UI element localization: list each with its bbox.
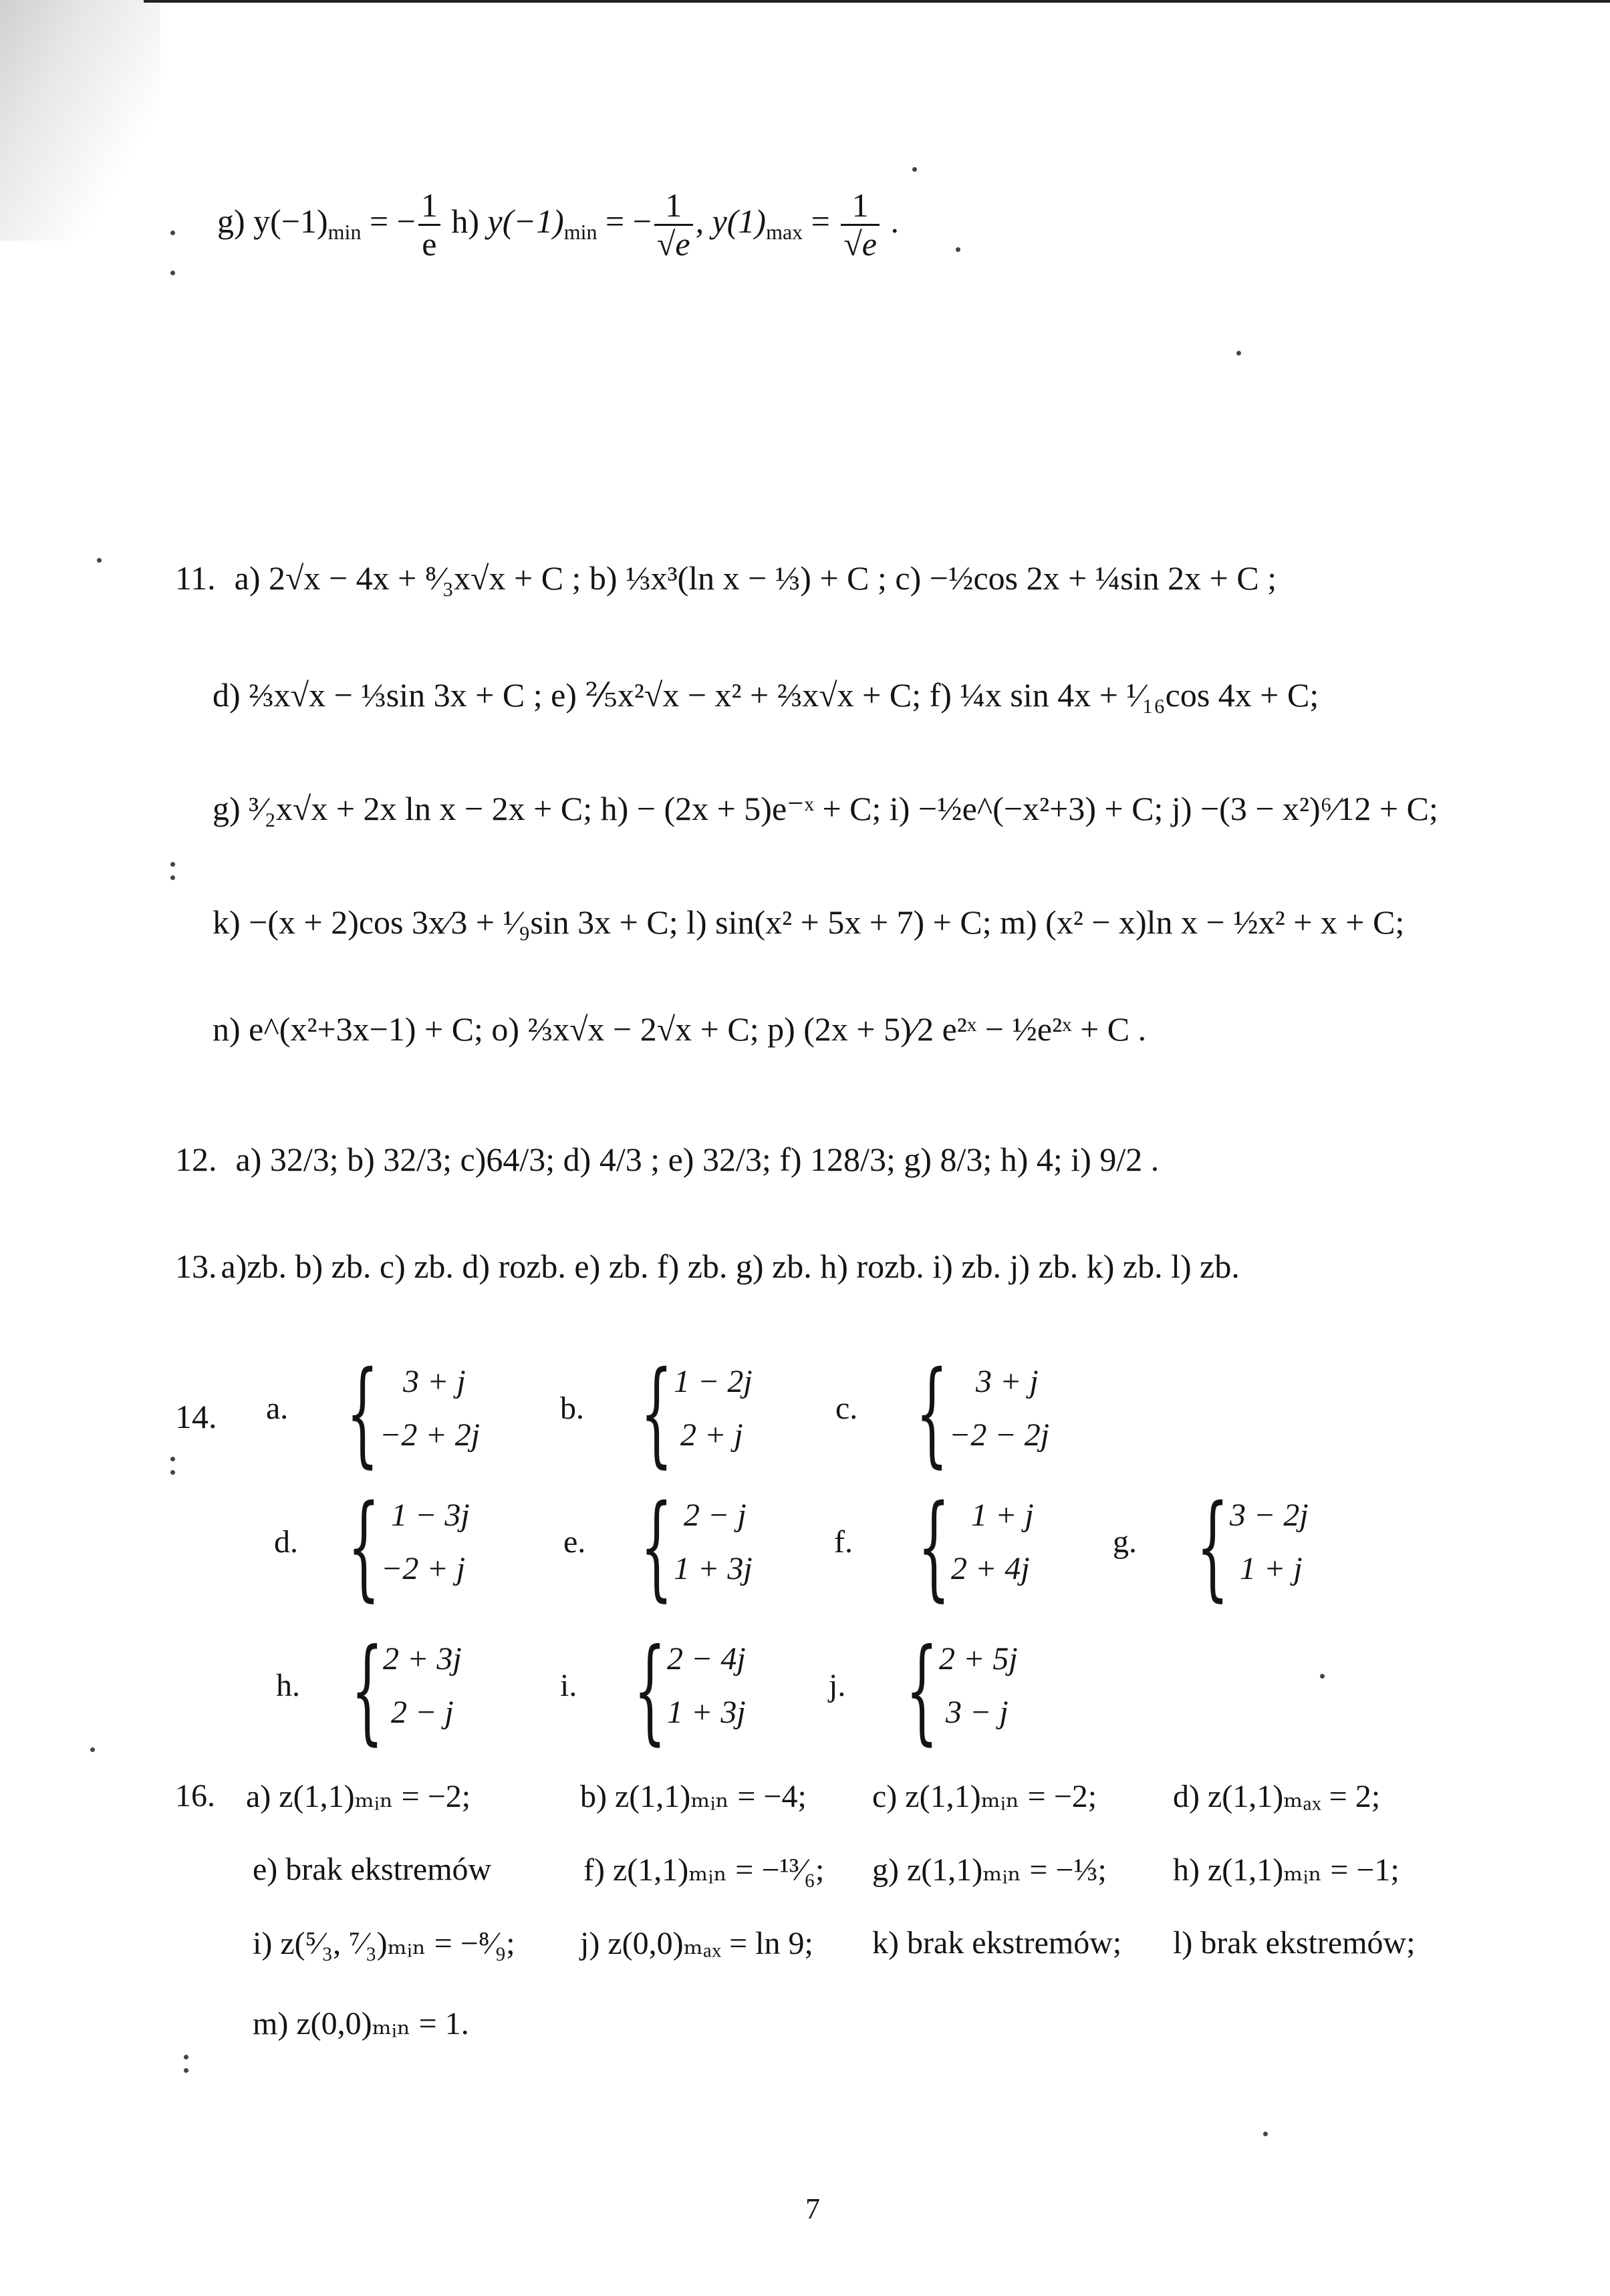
- g-num: 1: [418, 187, 440, 226]
- brace: {: [348, 1481, 380, 1613]
- system-c-row-2: −2 − 2j: [949, 1417, 1050, 1453]
- system-f-row-1: 1 + j: [971, 1497, 1034, 1533]
- problem-12-number: 12.: [175, 1141, 217, 1178]
- scan-speck: [170, 1457, 175, 1461]
- scan-speck: [912, 167, 917, 172]
- g-eq: = −: [361, 202, 416, 240]
- problem-16-b: b) z(1,1)ₘᵢₙ = −4;: [580, 1779, 807, 1814]
- system-e-row-1: 2 − j: [684, 1497, 747, 1533]
- system-g-row-2: 1 + j: [1240, 1551, 1303, 1586]
- scan-speck: [170, 271, 175, 275]
- scan-speck: [170, 231, 175, 235]
- g-expr: y(−1): [253, 202, 328, 240]
- problem-16-m: m) z(0,0)ₘᵢₙ = 1.: [253, 2006, 469, 2041]
- problem-16-f: f) z(1,1)ₘᵢₙ = −¹³⁄₆;: [583, 1852, 825, 1888]
- system-d-row-1: 1 − 3j: [391, 1497, 470, 1533]
- h-sub2: max: [766, 219, 803, 244]
- system-a-row-2: −2 + 2j: [380, 1417, 481, 1453]
- problem-11-text-2: d) ⅔x√x − ⅓sin 3x + C ; e) ⅖x²√x − x² + ⅔x√x + C; f) ¼x sin 4x + ¹⁄₁₆cos 4x + C;: [213, 676, 1319, 714]
- brace: {: [634, 1624, 666, 1757]
- problem-11-line-2: [213, 675, 1319, 715]
- h-sep: , y(1): [695, 202, 767, 240]
- system-h-row-2: 2 − j: [391, 1695, 454, 1730]
- system-i-row-2: 1 + 3j: [667, 1695, 746, 1730]
- brace: {: [346, 1347, 379, 1479]
- scan-speck: [184, 2068, 188, 2073]
- h-end: .: [882, 202, 899, 240]
- answer-line-g-h: [217, 187, 899, 263]
- scan-page-shadow: [0, 0, 160, 241]
- brace: {: [640, 1347, 673, 1479]
- h-eq2: =: [803, 202, 839, 240]
- system-c-row-1: 3 + j: [976, 1364, 1039, 1399]
- problem-11-number: 11.: [175, 559, 216, 597]
- brace: {: [916, 1347, 948, 1479]
- system-e-label: e.: [563, 1524, 586, 1560]
- system-h-label: h.: [276, 1668, 300, 1703]
- brace: {: [351, 1624, 384, 1757]
- h-fraction: [654, 187, 693, 263]
- system-a-label: a.: [266, 1391, 289, 1426]
- brace: {: [1196, 1481, 1229, 1613]
- h-den: √e: [656, 225, 690, 263]
- problem-16-e: e) brak ekstremów: [253, 1852, 492, 1887]
- h-expr: y(−1): [487, 202, 564, 240]
- page-number: 7: [805, 2192, 820, 2225]
- scan-speck: [184, 2055, 188, 2059]
- system-b-row-1: 1 − 2j: [674, 1364, 753, 1399]
- problem-13-text: a)zb. b) zb. c) zb. d) rozb. e) zb. f) zb. g) zb. h) rozb. i) zb. j) zb. k) zb. l) zb.: [221, 1248, 1240, 1285]
- problem-16-l: l) brak ekstremów;: [1173, 1925, 1416, 1961]
- scan-speck: [956, 247, 960, 252]
- system-d-row-2: −2 + j: [381, 1551, 466, 1586]
- system-g-row-1: 3 − 2j: [1230, 1497, 1309, 1533]
- system-f-label: f.: [834, 1524, 853, 1560]
- h-label: h): [442, 202, 488, 240]
- system-j-row-1: 2 + 5j: [939, 1641, 1018, 1677]
- h-num: 1: [654, 187, 693, 226]
- scan-speck: [1263, 2132, 1268, 2136]
- scan-speck: [170, 862, 175, 867]
- system-f-row-2: 2 + 4j: [951, 1551, 1030, 1586]
- system-c-label: c.: [835, 1391, 858, 1426]
- problem-12-text: a) 32/3; b) 32/3; c)64/3; d) 4/3 ; e) 32/3; f) 128/3; g) 8/3; h) 4; i) 9/2 .: [235, 1141, 1160, 1178]
- problem-16-k: k) brak ekstremów;: [872, 1925, 1122, 1961]
- problem-16-g: g) z(1,1)ₘᵢₙ = −⅓;: [872, 1852, 1107, 1888]
- problem-11-line-1: [175, 558, 1277, 598]
- problem-16-a: a) z(1,1)ₘᵢₙ = −2;: [246, 1779, 471, 1814]
- h-sub: min: [563, 219, 597, 244]
- problem-11-text-4: k) −(x + 2)cos 3x⁄3 + ¹⁄₉sin 3x + C; l) sin(x² + 5x + 7) + C; m) (x² − x)ln x − ½x² + x + C;: [213, 903, 1405, 941]
- problem-11-line-4: [213, 902, 1404, 942]
- g-label: g): [217, 202, 245, 240]
- brace: {: [640, 1481, 673, 1613]
- system-e-row-2: 1 + 3j: [674, 1551, 753, 1586]
- system-b-row-2: 2 + j: [680, 1417, 743, 1453]
- system-a-row-1: 3 + j: [403, 1364, 466, 1399]
- problem-12: [175, 1139, 1159, 1179]
- problem-11-text-5: n) e^(x²+3x−1) + C; o) ⅔x√x − 2√x + C; p) (2x + 5)⁄2 e²ˣ − ½e²ˣ + C .: [213, 1010, 1147, 1048]
- problem-16-j: j) z(0,0)ₘₐₓ = ln 9;: [580, 1926, 813, 1961]
- problem-16-d: d) z(1,1)ₘₐₓ = 2;: [1173, 1779, 1381, 1814]
- g-den: e: [422, 225, 437, 263]
- h-fraction2: [841, 187, 880, 263]
- g-fraction: [418, 187, 440, 263]
- problem-11-text-1: a) 2√x − 4x + ⁸⁄₃x√x + C ; b) ⅓x³(ln x − ⅓) + C ; c) −½cos 2x + ¼sin 2x + C ;: [234, 559, 1277, 597]
- system-j-label: j.: [829, 1668, 846, 1703]
- system-h-row-1: 2 + 3j: [383, 1641, 462, 1677]
- system-j-row-2: 3 − j: [946, 1695, 1009, 1730]
- problem-16-c: c) z(1,1)ₘᵢₙ = −2;: [872, 1779, 1097, 1814]
- system-d-label: d.: [274, 1524, 298, 1560]
- scan-speck: [90, 1747, 95, 1752]
- system-b-label: b.: [560, 1391, 584, 1426]
- system-i-row-1: 2 − 4j: [667, 1641, 746, 1677]
- scan-speck: [97, 558, 102, 563]
- problem-11-text-3: g) ³⁄₂x√x + 2x ln x − 2x + C; h) − (2x + 5)e⁻ˣ + C; i) −½e^(−x²+3) + C; j) −(3 − x²)⁶⁄12 + C;: [213, 790, 1438, 827]
- problem-11-line-3: [213, 788, 1438, 829]
- problem-16-i: i) z(⁵⁄₃, ⁷⁄₃)ₘᵢₙ = −⁸⁄₉;: [253, 1926, 515, 1961]
- scan-speck: [170, 875, 175, 880]
- g-sub: min: [327, 219, 362, 244]
- problem-13-number: 13.: [175, 1248, 217, 1285]
- h-num2: 1: [841, 187, 880, 226]
- problem-16-number: 16.: [175, 1778, 215, 1814]
- brace: {: [918, 1481, 950, 1613]
- system-g-label: g.: [1113, 1524, 1137, 1560]
- h-den2: √e: [843, 225, 877, 263]
- h-eq: = −: [597, 202, 652, 240]
- scan-speck: [1320, 1674, 1325, 1679]
- scan-top-edge: [144, 0, 1610, 3]
- system-i-label: i.: [560, 1668, 577, 1703]
- problem-11-line-5: [213, 1009, 1146, 1049]
- problem-16-h: h) z(1,1)ₘᵢₙ = −1;: [1173, 1852, 1399, 1888]
- brace: {: [906, 1624, 938, 1757]
- scan-speck: [1236, 351, 1241, 355]
- problem-14-number: 14.: [175, 1398, 217, 1435]
- scan-speck: [170, 1470, 175, 1475]
- problem-13: [175, 1246, 1240, 1286]
